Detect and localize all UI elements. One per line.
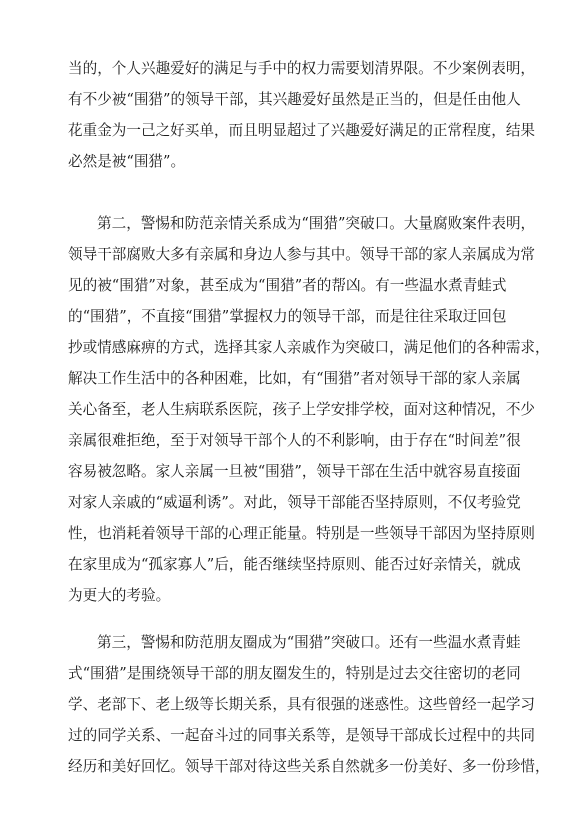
text-line: 有不少被“围猎”的领导干部，其兴趣爱好虽然是正当的，但是任由他人: [68, 91, 521, 108]
text-line: 过的同学关系、一起奋斗过的同事关系等，是领导干部成长过程中的共同: [68, 727, 536, 744]
paragraph-friend-circle: [68, 627, 550, 782]
text-line: 为更大的考验。: [68, 587, 171, 604]
text-line: 经历和美好回忆。领导干部对待这些关系自然就多一份美好、多一份珍惜，: [68, 758, 550, 775]
text-line: 见的被“围猎”对象，甚至成为“围猎”者的帮凶。有一些温水煮青蛙式: [68, 277, 507, 294]
text-line: 容易被忽略。家人亲属一旦被“围猎”，领导干部在生活中就容易直接面: [68, 463, 521, 480]
text-line: 学、老部下、老上级等长期关系，具有很强的迷惑性。这些曾经一起学习: [68, 696, 536, 713]
paragraph-personal-interests: [68, 53, 535, 177]
text-line: 第三，警惕和防范朋友圈成为“围猎”突破口。还有一些温水煮青蛙: [97, 634, 521, 651]
text-line: 解决工作生活中的各种困难，比如，有“围猎”者对领导干部的家人亲属: [68, 370, 521, 387]
text-line: 性，也消耗着领导干部的心理正能量。特别是一些领导干部因为坚持原则: [68, 525, 536, 542]
text-line: 当的，个人兴趣爱好的满足与手中的权力需要划清界限。不少案例表明，: [68, 60, 536, 77]
text-line: 必然是被“围猎”。: [68, 153, 186, 170]
text-line: 在家里成为“孤家寡人”后，能否继续坚持原则、能否过好亲情关，就成: [68, 556, 521, 573]
text-line: 式“围猎”是围绕领导干部的朋友圈发生的，特别是过去交往密切的老同: [68, 665, 521, 682]
text-line: 对家人亲戚的“威逼利诱”。对此，领导干部能否坚持原则，不仅考验党: [68, 494, 521, 511]
text-line: 关心备至，老人生病联系医院，孩子上学安排学校，面对这种情况，不少: [68, 401, 536, 418]
text-line: 抄或情感麻痹的方式，选择其家人亲戚作为突破口，满足他们的各种需求，: [68, 339, 550, 356]
paragraph-family-relations: [68, 208, 550, 611]
text-line: 亲属很难拒绝，至于对领导干部个人的不利影响，由于存在“时间差”很: [68, 432, 521, 449]
text-line: 第二，警惕和防范亲情关系成为“围猎”突破口。大量腐败案件表明，: [97, 215, 536, 232]
text-line: 的“围猎”，不直接“围猎”掌握权力的领导干部，而是往往采取迂回包: [68, 308, 507, 325]
text-line: 花重金为一己之好买单，而且明显超过了兴趣爱好满足的正常程度，结果: [68, 122, 536, 139]
text-line: 领导干部腐败大多有亲属和身边人参与其中。领导干部的家人亲属成为常: [68, 246, 536, 263]
